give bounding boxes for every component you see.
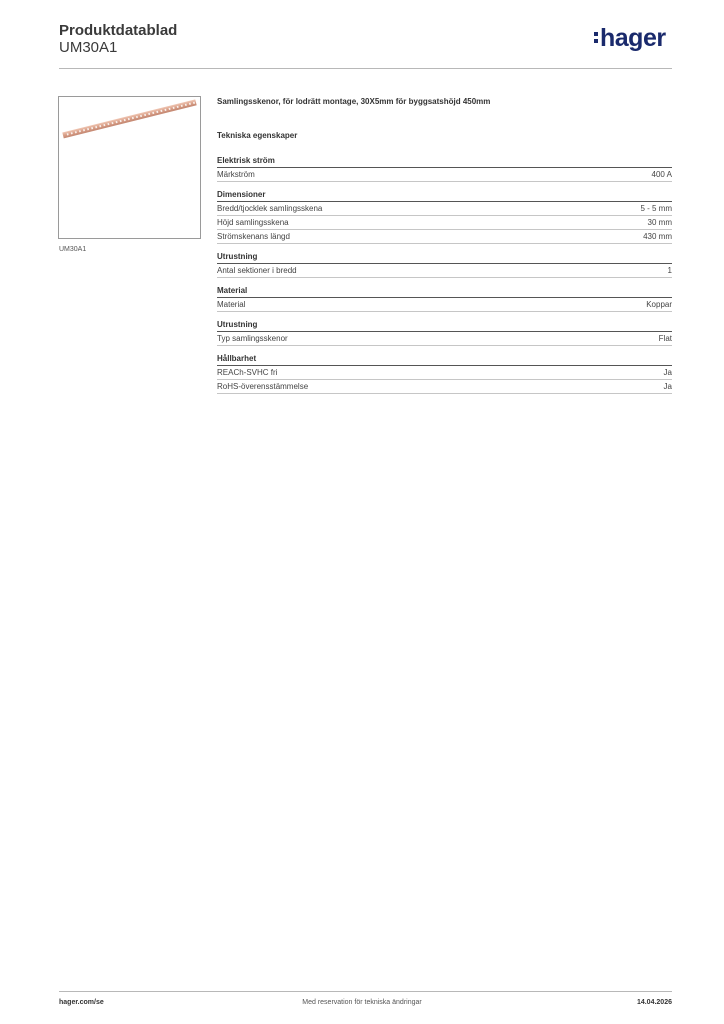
spec-group-title: Elektrisk ström [217,155,672,168]
spec-row [217,230,672,244]
product-code: UM30A1 [59,39,118,56]
hager-logo [594,26,666,51]
spec-group-title: Hållbarhet [217,353,672,366]
spec-label: RoHS-överensstämmelse [217,382,309,391]
spec-row [217,216,672,230]
specs-heading: Tekniska egenskaper [217,131,298,140]
product-description: Samlingsskenor, för lodrätt montage, 30X5mm för byggsatshöjd 450mm [217,97,491,106]
spec-group [217,155,672,182]
spec-label: REACh-SVHC fri [217,368,278,377]
spec-row [217,380,672,394]
spec-label: Antal sektioner i bredd [217,266,297,275]
spec-value: 1 [667,266,672,275]
spec-value: Flat [658,334,672,343]
spec-group [217,285,672,312]
logo-text: hager [600,24,666,52]
spec-row [217,168,672,182]
spec-label: Strömskenans längd [217,232,290,241]
spec-value: 5 - 5 mm [640,204,672,213]
footer-date: 14.04.2026 [636,999,672,1006]
busbar-image [59,97,200,238]
spec-group [217,319,672,346]
image-caption: UM30A1 [59,246,87,253]
spec-group-title: Utrustning [217,251,672,264]
spec-group [217,353,672,394]
spec-label: Bredd/tjocklek samlingsskena [217,204,323,213]
spec-row [217,264,672,278]
spec-group-title: Material [217,285,672,298]
specs-table [217,155,672,401]
spec-row [217,202,672,216]
spec-row [217,332,672,346]
spec-value: Koppar [646,300,672,309]
spec-value: Ja [663,368,672,377]
spec-label: Höjd samlingsskena [217,218,289,227]
spec-row [217,298,672,312]
spec-label: Material [217,300,246,309]
header-divider [59,68,672,69]
footer-divider [59,991,672,992]
product-image [58,96,201,239]
spec-value: Ja [663,382,672,391]
footer-website[interactable]: hager.com/se [59,999,104,1006]
spec-value: 30 mm [647,218,672,227]
spec-group-title: Utrustning [217,319,672,332]
footer-notice: Med reservation för tekniska ändringar [302,999,422,1006]
spec-group [217,189,672,244]
spec-label: Märkström [217,170,255,179]
spec-row [217,366,672,380]
page-title: Produktdatablad [59,22,178,39]
spec-value: 400 A [651,170,672,179]
spec-value: 430 mm [643,232,672,241]
spec-group [217,251,672,278]
logo-dots-icon [594,32,598,43]
spec-label: Typ samlingsskenor [217,334,288,343]
spec-group-title: Dimensioner [217,189,672,202]
